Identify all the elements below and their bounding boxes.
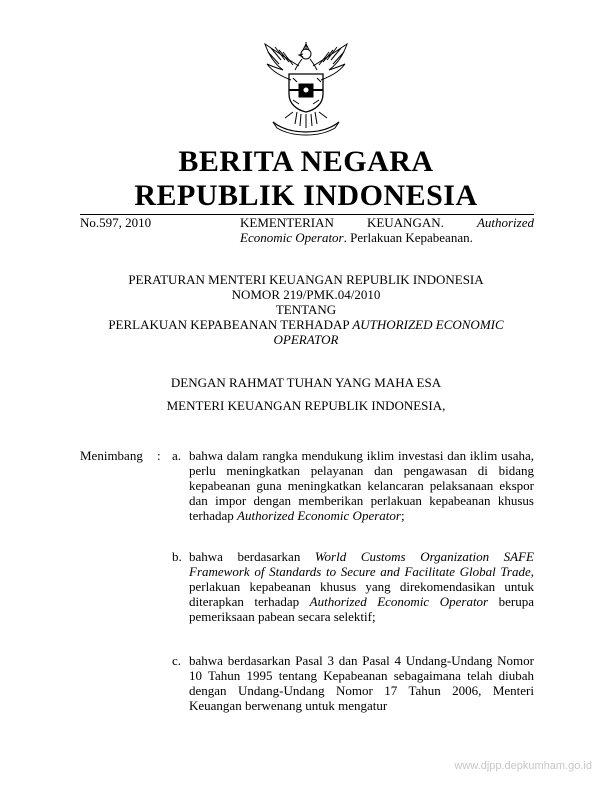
masthead-line-1: BERITA NEGARA: [178, 145, 434, 178]
considering-item-b: [172, 549, 534, 624]
item-text-plain: ;: [400, 508, 405, 523]
item-letter: a.: [172, 448, 182, 463]
item-text: [189, 653, 534, 713]
garuda-emblem-icon: [259, 38, 353, 136]
regulation-subject-italic-2: OPERATOR: [273, 332, 339, 347]
considering-item-c: [172, 653, 534, 713]
considering-label: Menimbang: [80, 448, 143, 463]
item-text-plain: bahwa berdasarkan Pasal 3 dan Pasal 4 Undang-Undang Nomor 10 Tahun 1995 tentang Kepabeanan sebagaimana telah diubah dengan Undang-Undang Nomor 17 Tahun 2006, Menteri Keuangan berwenang untuk mengatur: [189, 653, 534, 713]
considering-colon: :: [157, 448, 161, 463]
regulation-subject-italic-1: AUTHORIZED ECONOMIC: [352, 317, 504, 332]
item-text-italic: Authorized Economic Operator: [309, 594, 489, 609]
regulation-title: PERATURAN MENTERI KEUANGAN REPUBLIK INDONESIA: [128, 272, 484, 287]
masthead-line-2: REPUBLIK INDONESIA: [134, 179, 478, 212]
issue-topic-italic-1: Authorized: [476, 215, 534, 230]
preamble-line-1: DENGAN RAHMAT TUHAN YANG MAHA ESA: [170, 375, 442, 390]
regulation-subject-plain: PERLAKUAN KEPABEANAN TERHADAP: [108, 317, 353, 332]
preamble-line-2: MENTERI KEUANGAN REPUBLIK INDONESIA,: [166, 398, 446, 413]
considering-item-a: [172, 448, 534, 523]
item-text-plain: bahwa dalam rangka mendukung iklim investasi dan iklim usaha, perlu meningkatkan pelayanan dan pengawasan di bidang kepabeanan guna meningkatkan kelancaran pelaksanaan ekspor dan impor dengan memberikan perlakuan kepabeanan khusus terhadap: [189, 448, 534, 523]
issue-number: No.597, 2010: [80, 215, 152, 230]
issue-ministry: KEMENTERIAN KEUANGAN.: [240, 215, 444, 230]
item-letter: c.: [172, 653, 182, 668]
item-text-plain: berupa pemeriksaan pabean secara selektif;: [189, 594, 534, 624]
item-text-plain: , perlakuan kepabeanan khusus yang direkomendasikan untuk diterapkan terhadap: [189, 564, 534, 609]
item-text-plain: bahwa berdasarkan: [189, 549, 315, 564]
item-text-italic: Authorized Economic Operator: [237, 508, 401, 523]
item-text-italic: World Customs Organization SAFE Framework of Standards to Secure and Facilitate Global Trade: [189, 549, 534, 579]
issue-topic-tail: . Perlakuan Kepabeanan.: [343, 230, 473, 245]
item-text: [189, 549, 534, 624]
item-letter: b.: [172, 549, 182, 564]
issue-description: [240, 215, 534, 245]
regulation-number: NOMOR 219/PMK.04/2010: [231, 287, 381, 302]
regulation-subject: [60, 317, 552, 332]
regulation-about: TENTANG: [275, 302, 337, 317]
issue-topic-italic-2: Economic Operator: [240, 230, 344, 245]
footer-url-link[interactable]: www.djpp.depkumham.go.id: [454, 760, 592, 772]
item-text: [189, 448, 534, 523]
